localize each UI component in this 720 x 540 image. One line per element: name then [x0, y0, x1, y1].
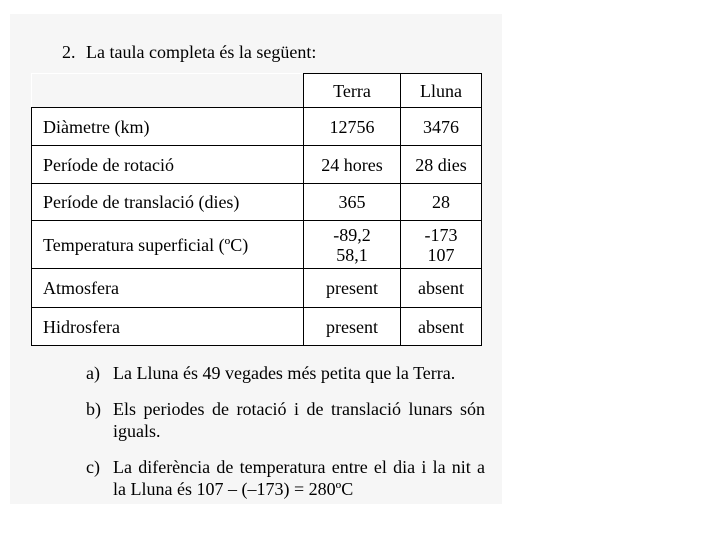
answer-item: [86, 398, 485, 442]
exercise-number: 2.: [62, 42, 76, 62]
cell-lluna: [401, 221, 482, 269]
cell-value: absent: [418, 278, 464, 298]
exercise-heading-text: La taula completa és la següent:: [86, 42, 317, 62]
cell-value-min: -173: [424, 224, 458, 245]
cell-value-max: 107: [427, 244, 455, 265]
cell-lluna: [401, 146, 482, 184]
answer-letter: a): [86, 363, 100, 383]
answer-letter: b): [86, 399, 101, 419]
answer-text: Els periodes de rotació i de translació lunars són iguals.: [113, 399, 485, 441]
answer-item: [86, 362, 485, 384]
column-header-terra: Terra: [304, 74, 401, 108]
row-label: Període de rotació: [32, 146, 304, 184]
row-label: Període de translació (dies): [32, 184, 304, 221]
cell-terra: [304, 308, 401, 346]
answer-list: [86, 362, 485, 514]
cell-value: present: [326, 316, 378, 337]
cell-value: 3476: [423, 116, 459, 137]
cell-lluna: [401, 308, 482, 346]
cell-terra: [304, 146, 401, 184]
answer-text: La diferència de temperatura entre el dia i la nit a la Lluna és 107 – (–173) = 280ºC: [113, 457, 485, 499]
cell-value: 28 dies: [415, 154, 467, 175]
row-label: Hidrosfera: [32, 308, 304, 346]
row-label: Temperatura superficial (ºC): [32, 221, 304, 269]
table-row: [32, 108, 482, 146]
comparison-table: [31, 73, 482, 346]
cell-value: 24 hores: [321, 154, 383, 175]
answer-text: La Lluna és 49 vegades més petita que la Terra.: [113, 363, 456, 383]
cell-value: 28: [432, 192, 450, 212]
cell-lluna: [401, 269, 482, 308]
cell-terra: [304, 184, 401, 221]
table-row: [32, 269, 482, 308]
cell-terra: [304, 221, 401, 269]
row-label: Atmosfera: [32, 269, 304, 308]
cell-lluna: [401, 184, 482, 221]
cell-value: 365: [338, 192, 366, 212]
table-row: [32, 146, 482, 184]
exercise-heading: [62, 41, 316, 63]
cell-value: absent: [418, 316, 464, 337]
cell-lluna: [401, 108, 482, 146]
answer-item: [86, 456, 485, 500]
cell-value-min: -89,2: [333, 224, 371, 245]
cell-value: present: [326, 278, 378, 298]
column-header-lluna: Lluna: [401, 74, 482, 108]
cell-terra: [304, 269, 401, 308]
table-row: [32, 221, 482, 269]
table-row: [32, 184, 482, 221]
document-page: [10, 14, 502, 504]
cell-terra: [304, 108, 401, 146]
row-label: Diàmetre (km): [32, 108, 304, 146]
header-empty-cell: [32, 74, 304, 108]
cell-value-max: 58,1: [336, 244, 368, 265]
table-row: [32, 308, 482, 346]
cell-value: 12756: [329, 116, 375, 137]
table-header-row: [32, 74, 482, 108]
answer-letter: c): [86, 457, 100, 477]
